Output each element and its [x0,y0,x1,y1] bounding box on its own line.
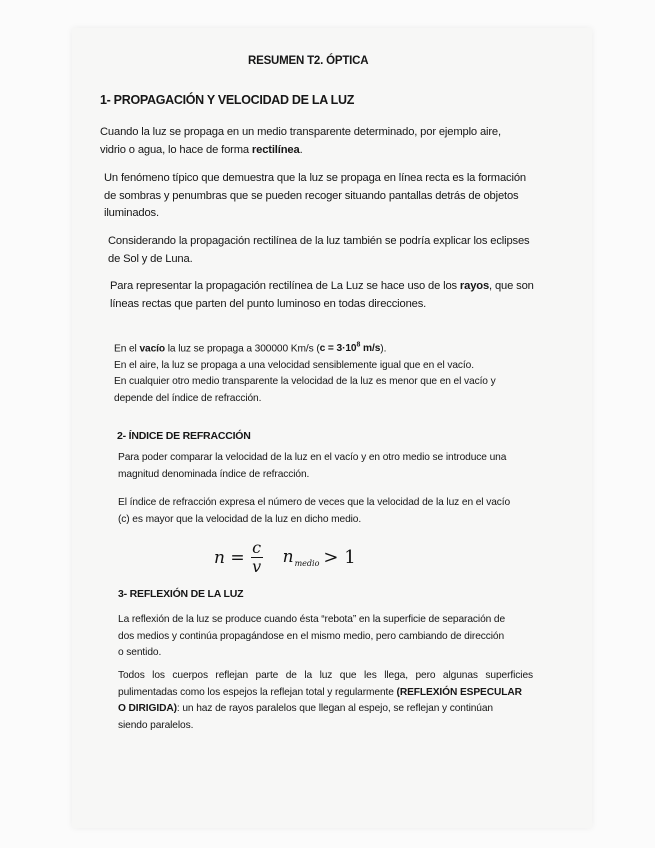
text-run: c = 3·10 [319,343,357,355]
formula-lhs: n = [214,547,245,568]
formula-rhs: > 1 [323,547,356,568]
superscript: 8 [356,342,361,349]
formula-denominator: v [252,557,262,576]
text-run: Para representar la propagación rectilínea de La Luz se hace uso de los [110,280,460,292]
paragraph-line: Todos los cuerpos reflejan parte de la luz que les llega, pero algunas superficies [118,670,533,681]
paragraph-line: dos medios y continúa propagándose en el mismo medio, pero cambiando de dirección [118,630,505,642]
paragraph-line: o sentido. [118,647,162,658]
paragraph-line: Considerando la propagación rectilínea de la luz también se podría explicar los eclipses [108,235,530,247]
section-2-heading: 2- ÍNDICE DE REFRACCIÓN [117,430,251,442]
bold-term-rayos: rayos [459,280,490,292]
paragraph-line: de Sol y de Luna. [108,252,193,265]
formula-numerator: c [252,538,262,557]
section-3-paragraph-1 [118,612,505,662]
bold-speed-of-light [320,343,381,354]
text-run: pulimentadas como los espejos la reflejan total y regularmente [118,686,397,698]
paragraph-line: depende del índice de refracción. [114,392,262,404]
paragraph-line: de sombras y penumbras que se pueden recoger situando pantallas detrás de objetos [104,189,519,202]
paragraph-line: El índice de refracción expresa el número de veces que la velocidad de la luz en el vacío [118,497,511,508]
paragraph-line: En el aire, la luz se propaga a una velocidad sensiblemente igual que en el vacío. [114,359,474,371]
text-run: . [299,143,303,156]
paragraph-line: Cuando la luz se propaga en un medio transparente determinado, por ejemplo aire, [100,126,501,138]
bold-term-o-dirigida: O DIRIGIDA) [118,703,177,714]
section-1-paragraph-5 [114,338,496,407]
refraction-index-formula [214,540,356,575]
paragraph-line: La reflexión de la luz se produce cuando ésta “rebota” en la superficie de separación de [118,614,506,625]
section-2-paragraph-2 [118,495,510,528]
paragraph-line [110,278,534,296]
paragraph-line: En cualquier otro medio transparente la velocidad de la luz es menor que en el vacío y [114,376,496,388]
text-run: En el [114,343,140,355]
paragraph-line [100,142,501,160]
text-run: vidrio o agua, lo hace de forma [100,143,252,156]
text-run: ). [380,343,387,355]
text-run: : un haz de rayos paralelos que llegan al espejo, se reflejan y continúan [176,703,493,714]
document-title: RESUMEN T2. ÓPTICA [248,55,369,67]
paragraph-line: magnitud denominada índice de refracción. [118,468,310,480]
section-2-paragraph-1 [118,450,506,483]
section-1-paragraph-1 [100,124,501,159]
section-3-paragraph-2 [118,668,533,734]
formula-subscript: medio [294,559,320,568]
bold-term-vacio: vacío [139,343,166,355]
text-run: la luz se propaga a 300000 Km/s ( [165,343,320,355]
formula-fraction [251,540,263,575]
text-run: , que son [489,280,534,292]
paragraph-line: iluminados. [104,207,159,219]
paragraph-line: líneas rectas que parten del punto luminoso en todas direcciones. [110,297,427,310]
section-1-paragraph-3 [108,233,530,268]
bold-term-rectilinea: rectilínea [251,143,300,156]
paragraph-line: siendo paralelos. [118,719,194,731]
section-3-heading: 3- REFLEXIÓN DE LA LUZ [118,588,244,600]
paragraph-line [114,338,496,358]
formula-n-medio [283,547,320,568]
formula-n: n [282,547,294,567]
section-1-paragraph-2 [104,170,526,223]
paragraph-line [118,685,533,702]
text-run: m/s [360,343,381,355]
bold-term-reflexion-especular: (REFLEXIÓN ESPECULAR [396,686,522,698]
section-1-paragraph-4 [110,278,534,313]
paragraph-line: Para poder comparar la velocidad de la luz en el vacío y en otro medio se introduce una [118,452,507,463]
paragraph-line [118,701,533,718]
paragraph-line: (c) es mayor que la velocidad de la luz en dicho medio. [118,513,362,525]
paragraph-line: Un fenómeno típico que demuestra que la luz se propaga en línea recta es la formación [104,172,526,184]
section-1-heading: 1- PROPAGACIÓN Y VELOCIDAD DE LA LUZ [100,93,355,107]
